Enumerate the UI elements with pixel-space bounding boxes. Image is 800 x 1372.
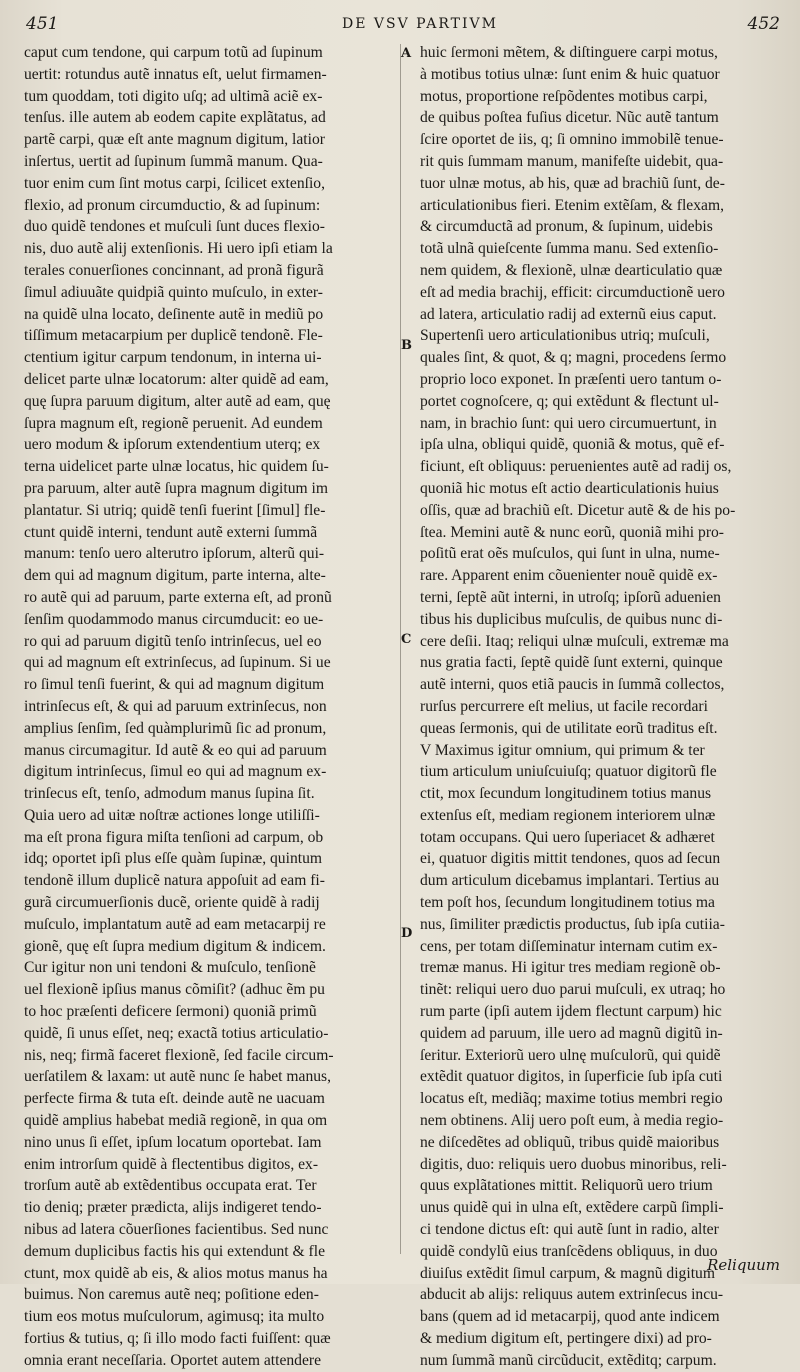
margin-marker-a: A [401,46,412,61]
text-line: uertit: rotundus autẽ innatus eſt, uelut firmamen- [24,65,327,83]
text-line: portet cognoſcere, q; qui extẽdunt & flectunt ul- [420,392,719,410]
text-line: tium articulum uniuſcuiuſq; quatuor digitorũ fle [420,763,717,781]
text-line: na quidẽ ulna locato, deſinente autẽ in mediũ po [24,305,324,323]
text-line: gurã circumuerſionis ducẽ, oriente quidẽ à radij [24,894,320,912]
text-line: terni, ſeptẽ aũt interni, in utroſq; ipſorũ aduenien [420,588,721,606]
text-line: abducit ab alijs: reliquus autem extrinſecus incu- [420,1286,724,1304]
text-line: quus explãtationes mittit. Reliquorũ uero trium [420,1177,713,1195]
text-line: ſtea. Memini autẽ & nunc eorũ, quoniã mihi pro- [420,523,725,541]
text-line: nino unus ſi eſſet, ipſum locatum oportebat. Iam [24,1133,322,1151]
text-line: ſupra magnum eſt, regionẽ peruenit. Ad eundem [24,414,323,432]
text-line: quę ſupra paruum digitum, alter autẽ ad eam, quę [24,392,331,410]
text-line: quidẽ, ſi unus eſſet, neq; exactã totius articulatio- [24,1024,329,1042]
running-head: DE VSV PARTIVM [341,16,498,32]
text-line: demum duplicibus factis his qui extendunt & fle [24,1242,325,1260]
text-line: ne diſcedẽtes ad obliquũ, tribus quidẽ maioribus [420,1133,720,1151]
text-line: oſſis, quæ ad brachiũ eſt. Dicetur autẽ & de his po- [420,501,736,519]
text-line: duo quidẽ tendones et muſculi ſunt duces flexio- [24,218,325,236]
text-line: tremæ manus. Hi igitur tres mediam regionẽ ob- [420,959,721,977]
text-line: ctit, mox ſecundum longitudinem totius manus [420,785,712,803]
page-number-left: 451 [26,14,59,34]
text-line: quales ſint, & quot, & q; magni, procedens ſermo [420,349,727,367]
text-line: ſcire oportet de iis, q; ſi omnino immobilẽ tenue- [420,131,724,149]
text-line: proprio loco exponet. In præſenti uero tantum o- [420,370,722,388]
text-line: nis, duo autẽ alij extenſionis. Hi uero ipſi etiam la [24,240,333,258]
text-line: cere deſii. Itaq; reliqui ulnæ muſculi, extremæ ma [420,632,729,650]
text-line: tum quoddam, toti digito uſq; ad ultimã aciẽ ex- [24,87,323,105]
text-line: ficiunt, eſt obliquus: peruenientes autẽ ad radij os, [420,458,732,476]
text-line: nam, in brachio ſunt: qui uero circumuertunt, in [420,414,717,432]
text-line: ſenſim quodammodo manus circumducit: eo ue- [24,610,324,628]
text-line: ctunt, mox quidẽ ab eis, & alios motus manus ha [24,1264,328,1282]
text-line: quidem ad paruum, ille uero ad magnũ digitũ in- [420,1024,723,1042]
text-line: trorſum autẽ ab extẽdentibus occupata erat. Ter [24,1177,317,1195]
text-line: idq; oportet ipſi plus eſſe quàm ſupinæ, quintum [24,850,322,868]
text-line: ma eſt prona figura miſta tenſioni ad carpum, ob [24,828,324,846]
text-line: & circumductã ad pronum, & ſupinum, uidebis [420,218,713,236]
text-line: articulationibus fieri. Etenim extẽſam, & flexam, [420,196,724,214]
text-line: ſeritur. Exteriorũ uero ulnę muſculorũ, qui quidẽ [420,1046,721,1064]
text-line: eſt ad media brachij, efficit: circumductionẽ uero [420,283,725,301]
text-line: manus circumagitur. Id autẽ & eo qui ad paruum [24,741,327,759]
text-line: extenſus eſt, mediam regionem interiorem ulnæ [420,806,716,824]
text-line: nus gratia facti, ſeptẽ quidẽ ſunt externi, quinque [420,654,723,672]
text-line: Quia uero ad uitæ noſtræ actiones longe utiliſſi- [24,806,320,824]
text-line: tuor enim cum ſint motus carpi, ſcilicet extenſio, [24,174,325,192]
text-line: muſculo, implantatum autẽ ad eam metacarpij re [24,915,326,933]
page-number-right: 452 [747,14,780,34]
text-line: tendonẽ illum duplicẽ natura appoſuit ad eam fi- [24,872,325,890]
text-line: nem obtinens. Alij uero poſt eum, à media regio- [420,1112,724,1130]
text-line: & medium digitum eſt, pertingere dixi) ad pro- [420,1330,712,1348]
text-line: huic ſermoni mẽtem, & diſtinguere carpi motus, [420,44,718,61]
text-line: intrinſecus eſt, & qui ad paruum extrinſecus, non [24,697,327,715]
text-line: diuiſus extẽdit ſimul carpum, & magnũ digitum [420,1264,715,1282]
text-line: rare. Apparent enim cõuenienter nouẽ quidẽ ex- [420,567,718,585]
text-line: uero modum & ipſorum extendentium uterq; ex [24,436,321,454]
text-line: tem poſt hos, ſecundum longitudinem totius ma [420,894,715,912]
text-line: quidẽ condylũ eius tranſcẽdens obliquus, in duo [420,1242,718,1260]
text-line: bans (quem ad id metacarpij, quod ante indicem [420,1308,720,1326]
text-line: digitum intrinſecus, ſimul eo qui ad magnum ex- [24,763,327,781]
text-line: Cur igitur non uni tendoni & muſculo, tenſionẽ [24,959,316,977]
text-line: to hoc præſenti deficere ſermoni) quoniã primũ [24,1003,317,1021]
text-line: tibus his duplicibus muſculis, de quibus nunc di- [420,610,723,628]
text-line: ro autẽ qui ad paruum, parte externa eſt, ad pronũ [24,588,332,606]
text-line: partẽ carpi, quæ eſt ante magnum digitum, latior [24,131,325,149]
text-line: omnia erant neceſſaria. Oportet autem attendere [24,1351,321,1369]
text-line: ci tendone dictus eſt: qui autẽ ſunt in radio, alter [420,1221,719,1239]
text-line: quoniã hic motus eſt actio dearticulationis huius [420,479,719,497]
text-line: tenſus. ille autem ab eodem capite explãtatus, ad [24,109,326,127]
page-header [0,14,800,42]
text-line: ro ſimul tenſi fuerint, & qui ad magnum digitum [24,676,325,694]
text-line: V Maximus igitur omnium, qui primum & ter [420,741,705,759]
text-line: terna uidelicet parte ulnæ locatus, hic quidem ſu- [24,458,329,476]
text-line: ctentium igitur carpum tendonum, in interna ui- [24,349,322,367]
text-line: autẽ interni, quos etiã paucis in ſummã collectos, [420,676,725,694]
text-line: ctunt quidẽ interni, tendunt autẽ externi ſummã [24,523,318,541]
text-line: uerſatilem & laxam: ut autẽ nunc ſe habet manus, [24,1068,332,1086]
text-line: inſertus, uertit ad ſupinum ſummã manum. Qua- [24,152,323,170]
text-line: ipſa ulna, obliqui quidẽ, quoniã & motus, quẽ ef- [420,436,725,454]
text-line: poſitũ erat oẽs muſculos, qui ſunt in ulna, nume- [420,545,720,563]
text-line: dem qui ad magnum digitum, parte interna, alte- [24,567,326,585]
text-column-left [24,42,394,1369]
text-line: ro qui ad paruum digitũ tenſo intrinſecus, uel eo [24,632,322,650]
text-line: de quibus poſtea fuſius dicetur. Nũc autẽ tantum [420,109,719,127]
column-divider [400,44,401,1254]
text-line: ei, quatuor digitis mittit tendones, quos ad ſecun [420,850,721,868]
text-line: nibus ad latera cõuerſiones facientibus. Sed nunc [24,1221,329,1239]
text-line: extẽdit quatuor digitos, in ſuperficie ſub ipſa cuti [420,1068,723,1086]
text-line: quidẽ amplius habebat mediã regionẽ, in qua om [24,1112,328,1130]
text-line: locatus eſt, mediãq; maxime totius membri regio [420,1090,723,1108]
text-line: motus, proportione reſpõdentes motibus carpi, [420,87,708,105]
text-line: manum: tenſo uero alterutro ipſorum, alterũ qui- [24,545,325,563]
text-line: nem quidem, & flexionẽ, ulnæ dearticulatio quæ [420,261,723,279]
text-line: tio deniq; præter prædicta, alijs indigeret tendo- [24,1199,322,1217]
text-line: à motibus totius ulnæ: ſunt enim & huic quatuor [420,65,720,83]
text-line: num ſummã manũ circũducit, extẽditq; carpum. [420,1351,717,1369]
text-line: trinſecus eſt, tenſo, admodum manus ſupina ſit. [24,785,315,803]
text-line: caput cum tendone, qui carpum totũ ad ſupinum [24,44,323,61]
margin-marker-b: B [401,338,412,353]
text-line: tiſſimum metacarpium per duplicẽ tendonẽ. Fle- [24,327,323,345]
text-line: gionẽ, quę eſt ſupra medium digitum & indicem. [24,937,326,955]
text-line: ad latera, articulatio radij ad externũ eius caput. [420,305,717,323]
text-line: rum parte (ipſi autem ijdem flectunt carpum) hic [420,1003,722,1021]
text-line: tinẽt: reliqui uero duo parui muſculi, ex utraq; ho [420,981,726,999]
text-line: nis, neq; firmã faceret flexionẽ, ſed facile circum- [24,1046,334,1064]
text-line: totam occupans. Qui uero ſuperiacet & adhæret [420,828,715,846]
text-line: delicet parte ulnæ locatorum: alter quidẽ ad eam, [24,370,329,388]
text-line: rurſus percurrere eſt melius, ut facile recordari [420,697,708,715]
text-line: totã ulnã quieſcente ſumma manu. Sed extenſio- [420,240,719,258]
text-line: amplius ſenſim, ſed quàmplurimũ ſic ad pronum, [24,719,327,737]
text-line: uel flexionẽ ipſius manus cõmiſit? (adhuc ẽm pu [24,981,325,999]
text-line: perfecte firma & tuta eſt. deinde autẽ ne uacuam [24,1090,325,1108]
text-line: ſimul adiuuãte quidpiã quinto muſculo, in exter- [24,283,323,301]
text-line: plantatur. Si utriq; quidẽ tenſi fuerint [ſimul] fle- [24,501,326,519]
catchword: Reliquum [707,1256,780,1274]
text-line: flexio, ad pronum circumductio, & ad ſupinum: [24,196,321,214]
text-line: enim introrſum quidẽ à flectentibus digitos, ex- [24,1155,319,1173]
text-line: terales conuerſiones concinnant, ad pronã figurã [24,261,324,279]
text-line: rit quis ſummam manum, manifeſte uidebit, qua- [420,152,724,170]
text-line: buimus. Non caremus autẽ neq; poſitione eden- [24,1286,319,1304]
margin-marker-d: D [401,926,413,941]
text-line: tuor ulnæ motus, ab his, quæ ad brachiũ ſunt, de- [420,174,725,192]
text-line: Supertenſi uero articulationibus utriq; muſculi, [420,327,710,345]
text-line: qui ad magnum eſt extrinſecus, ad ſupinum. Si ue [24,654,331,672]
margin-marker-c: C [401,632,412,647]
text-line: digitis, duo: reliquis uero duobus minoribus, reli- [420,1155,727,1173]
text-line: dum articulum dicebamus implantari. Tertius au [420,872,720,890]
text-line: pra paruum, alter autẽ ſupra magnum digitum im [24,479,328,497]
text-line: tium eos motus muſculorum, agimusq; ita multo [24,1308,325,1326]
text-line: cens, per totam diſſeminatur internam cutim ex- [420,937,718,955]
text-line: unus quidẽ qui in ulna eſt, extẽdere carpũ ſimpli- [420,1199,724,1217]
text-line: fortius & tutius, q; ſi illo modo facti fuiſſent: quæ [24,1330,331,1348]
text-line: nus, ſimiliter prædictis productus, ſub ipſa cutiia- [420,915,725,933]
text-line: queas ſermonis, qui de utilitate eorũ traditus eſt. [420,719,718,737]
